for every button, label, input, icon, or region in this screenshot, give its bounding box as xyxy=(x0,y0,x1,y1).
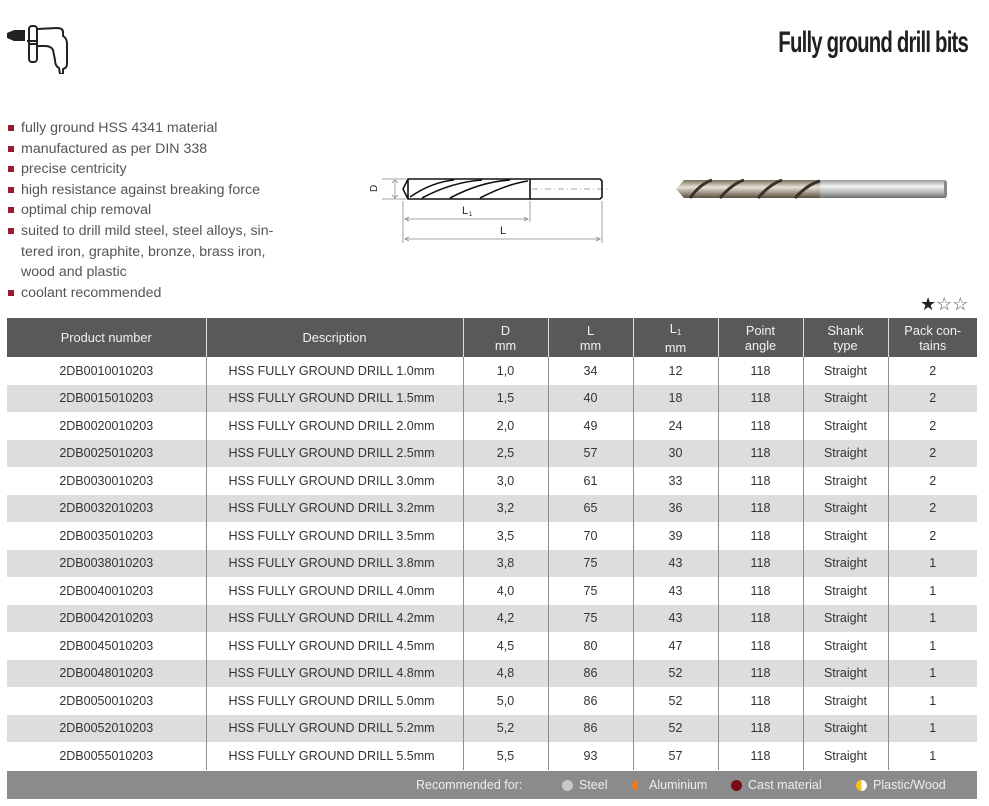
feature-item: suited to drill mild steel, steel alloys, sin-tered iron, graphite, bronze, brass iron, wood and plastic xyxy=(6,221,296,283)
description-cell: HSS FULLY GROUND DRILL 5.2mm xyxy=(206,715,463,743)
shank-type-cell: Straight xyxy=(803,742,888,770)
product-number-cell: 2DB0040010203 xyxy=(7,577,206,605)
point-angle-cell: 118 xyxy=(718,412,803,440)
description-cell: HSS FULLY GROUND DRILL 5.5mm xyxy=(206,742,463,770)
bullet-icon xyxy=(8,187,14,193)
shank-type-cell: Straight xyxy=(803,357,888,385)
description-cell: HSS FULLY GROUND DRILL 3.8mm xyxy=(206,550,463,578)
shank-type-cell: Straight xyxy=(803,467,888,495)
point-angle-cell: 118 xyxy=(718,577,803,605)
pack-contains-cell: 1 xyxy=(888,742,977,770)
description-cell: HSS FULLY GROUND DRILL 4.0mm xyxy=(206,577,463,605)
shank-type-cell: Straight xyxy=(803,687,888,715)
feature-list xyxy=(6,118,296,303)
l1-cell: 52 xyxy=(633,715,718,743)
shank-type-cell: Straight xyxy=(803,632,888,660)
d-cell: 4,2 xyxy=(463,605,548,633)
pack-contains-cell: 2 xyxy=(888,522,977,550)
pack-contains-cell: 2 xyxy=(888,440,977,468)
d-cell: 1,0 xyxy=(463,357,548,385)
l1-cell: 18 xyxy=(633,385,718,413)
table-row xyxy=(7,687,977,715)
description-cell: HSS FULLY GROUND DRILL 4.5mm xyxy=(206,632,463,660)
d-cell: 5,0 xyxy=(463,687,548,715)
steel-dot-icon xyxy=(562,780,573,791)
feature-item: manufactured as per DIN 338 xyxy=(6,139,296,160)
table-header-row xyxy=(7,318,977,357)
product-number-cell: 2DB0010010203 xyxy=(7,357,206,385)
d-cell: 3,2 xyxy=(463,495,548,523)
l1-cell: 52 xyxy=(633,687,718,715)
description-cell: HSS FULLY GROUND DRILL 2.5mm xyxy=(206,440,463,468)
point-angle-cell: 118 xyxy=(718,385,803,413)
point-angle-cell: 118 xyxy=(718,467,803,495)
point-angle-cell: 118 xyxy=(718,660,803,688)
table-row xyxy=(7,742,977,770)
pack-contains-cell: 1 xyxy=(888,687,977,715)
description-cell: HSS FULLY GROUND DRILL 3.2mm xyxy=(206,495,463,523)
point-angle-cell: 118 xyxy=(718,632,803,660)
description-cell: HSS FULLY GROUND DRILL 3.5mm xyxy=(206,522,463,550)
shank-type-cell: Straight xyxy=(803,385,888,413)
l1-cell: 33 xyxy=(633,467,718,495)
l1-cell: 24 xyxy=(633,412,718,440)
col-pack-contains: Pack con- tains xyxy=(888,318,977,357)
product-number-cell: 2DB0052010203 xyxy=(7,715,206,743)
bullet-icon xyxy=(8,146,14,152)
table-row xyxy=(7,357,977,385)
product-number-cell: 2DB0015010203 xyxy=(7,385,206,413)
d-cell: 3,0 xyxy=(463,467,548,495)
table-row xyxy=(7,715,977,743)
bullet-icon xyxy=(8,166,14,172)
legend-steel: Steel xyxy=(562,778,608,792)
product-number-cell: 2DB0020010203 xyxy=(7,412,206,440)
pack-contains-cell: 2 xyxy=(888,495,977,523)
table-row xyxy=(7,412,977,440)
svg-text:L: L xyxy=(462,205,469,217)
d-cell: 5,2 xyxy=(463,715,548,743)
product-number-cell: 2DB0045010203 xyxy=(7,632,206,660)
bullet-icon xyxy=(8,290,14,296)
star-filled-icon: ★ xyxy=(920,294,937,314)
col-l: L mm xyxy=(548,318,633,357)
d-cell: 3,8 xyxy=(463,550,548,578)
svg-text:1: 1 xyxy=(469,212,473,218)
l1-cell: 57 xyxy=(633,742,718,770)
table-row xyxy=(7,495,977,523)
shank-type-cell: Straight xyxy=(803,440,888,468)
page-title: Fully ground drill bits xyxy=(778,26,968,59)
recommended-for-bar xyxy=(7,771,977,799)
aluminium-half-dot-icon xyxy=(632,780,643,791)
col-shank-type: Shank type xyxy=(803,318,888,357)
shank-type-cell: Straight xyxy=(803,522,888,550)
pack-contains-cell: 1 xyxy=(888,550,977,578)
shank-type-cell: Straight xyxy=(803,577,888,605)
shank-type-cell: Straight xyxy=(803,715,888,743)
legend-plastic-wood: Plastic/Wood xyxy=(856,778,946,792)
point-angle-cell: 118 xyxy=(718,495,803,523)
col-l1: $L_1$ mm xyxy=(633,318,718,357)
col-product-number: Product number xyxy=(7,318,206,357)
pack-contains-cell: 1 xyxy=(888,632,977,660)
l-cell: 34 xyxy=(548,357,633,385)
description-cell: HSS FULLY GROUND DRILL 1.0mm xyxy=(206,357,463,385)
l1-cell: 39 xyxy=(633,522,718,550)
feature-item: coolant recommended xyxy=(6,283,296,304)
product-number-cell: 2DB0032010203 xyxy=(7,495,206,523)
point-angle-cell: 118 xyxy=(718,715,803,743)
feature-item: precise centricity xyxy=(6,159,296,180)
drill-dimension-diagram xyxy=(362,168,612,248)
power-drill-icon xyxy=(5,22,75,74)
l1-cell: 36 xyxy=(633,495,718,523)
table-row xyxy=(7,577,977,605)
l1-cell: 43 xyxy=(633,550,718,578)
product-number-cell: 2DB0035010203 xyxy=(7,522,206,550)
d-cell: 5,5 xyxy=(463,742,548,770)
description-cell: HSS FULLY GROUND DRILL 5.0mm xyxy=(206,687,463,715)
pack-contains-cell: 2 xyxy=(888,385,977,413)
l-cell: 86 xyxy=(548,687,633,715)
product-number-cell: 2DB0055010203 xyxy=(7,742,206,770)
l-cell: 75 xyxy=(548,550,633,578)
svg-text:D: D xyxy=(369,184,380,192)
table-row xyxy=(7,440,977,468)
l-cell: 86 xyxy=(548,660,633,688)
table-row xyxy=(7,385,977,413)
product-number-cell: 2DB0038010203 xyxy=(7,550,206,578)
bullet-icon xyxy=(8,125,14,131)
point-angle-cell: 118 xyxy=(718,440,803,468)
shank-type-cell: Straight xyxy=(803,550,888,578)
table-row xyxy=(7,605,977,633)
point-angle-cell: 118 xyxy=(718,687,803,715)
table-row xyxy=(7,522,977,550)
l-cell: 75 xyxy=(548,577,633,605)
d-cell: 2,5 xyxy=(463,440,548,468)
l-cell: 80 xyxy=(548,632,633,660)
table-row xyxy=(7,632,977,660)
point-angle-cell: 118 xyxy=(718,522,803,550)
product-number-cell: 2DB0030010203 xyxy=(7,467,206,495)
rating-stars xyxy=(920,294,968,315)
d-cell: 3,5 xyxy=(463,522,548,550)
l-cell: 93 xyxy=(548,742,633,770)
pack-contains-cell: 2 xyxy=(888,357,977,385)
col-d: D mm xyxy=(463,318,548,357)
shank-type-cell: Straight xyxy=(803,605,888,633)
cast-material-dot-icon xyxy=(731,780,742,791)
table-row xyxy=(7,660,977,688)
col-description: Description xyxy=(206,318,463,357)
star-empty-icon: ☆☆ xyxy=(936,294,969,314)
d-cell: 4,0 xyxy=(463,577,548,605)
pack-contains-cell: 1 xyxy=(888,715,977,743)
l-cell: 75 xyxy=(548,605,633,633)
bullet-icon xyxy=(8,228,14,234)
point-angle-cell: 118 xyxy=(718,605,803,633)
drill-bit-photo xyxy=(670,172,952,206)
l1-cell: 43 xyxy=(633,577,718,605)
l-cell: 57 xyxy=(548,440,633,468)
l1-cell: 12 xyxy=(633,357,718,385)
product-number-cell: 2DB0025010203 xyxy=(7,440,206,468)
shank-type-cell: Straight xyxy=(803,660,888,688)
pack-contains-cell: 2 xyxy=(888,412,977,440)
l1-cell: 47 xyxy=(633,632,718,660)
l-cell: 49 xyxy=(548,412,633,440)
table-row xyxy=(7,467,977,495)
shank-type-cell: Straight xyxy=(803,495,888,523)
point-angle-cell: 118 xyxy=(718,357,803,385)
l-cell: 40 xyxy=(548,385,633,413)
legend-aluminium: Aluminium xyxy=(632,778,707,792)
l1-cell: 52 xyxy=(633,660,718,688)
d-cell: 1,5 xyxy=(463,385,548,413)
pack-contains-cell: 2 xyxy=(888,467,977,495)
l-cell: 61 xyxy=(548,467,633,495)
d-cell: 2,0 xyxy=(463,412,548,440)
legend-cast-material: Cast material xyxy=(731,778,822,792)
l-cell: 65 xyxy=(548,495,633,523)
pack-contains-cell: 1 xyxy=(888,660,977,688)
product-number-cell: 2DB0042010203 xyxy=(7,605,206,633)
d-cell: 4,8 xyxy=(463,660,548,688)
d-cell: 4,5 xyxy=(463,632,548,660)
l1-cell: 43 xyxy=(633,605,718,633)
recommended-for-label: Recommended for: xyxy=(416,778,523,792)
description-cell: HSS FULLY GROUND DRILL 4.2mm xyxy=(206,605,463,633)
description-cell: HSS FULLY GROUND DRILL 1.5mm xyxy=(206,385,463,413)
plastic-wood-half-dot-icon xyxy=(856,780,867,791)
svg-text:L: L xyxy=(500,225,507,237)
l-cell: 86 xyxy=(548,715,633,743)
feature-item: high resistance against breaking force xyxy=(6,180,296,201)
product-table xyxy=(7,318,977,770)
description-cell: HSS FULLY GROUND DRILL 4.8mm xyxy=(206,660,463,688)
product-number-cell: 2DB0048010203 xyxy=(7,660,206,688)
pack-contains-cell: 1 xyxy=(888,577,977,605)
feature-item: optimal chip removal xyxy=(6,200,296,221)
description-cell: HSS FULLY GROUND DRILL 2.0mm xyxy=(206,412,463,440)
point-angle-cell: 118 xyxy=(718,550,803,578)
bullet-icon xyxy=(8,207,14,213)
description-cell: HSS FULLY GROUND DRILL 3.0mm xyxy=(206,467,463,495)
point-angle-cell: 118 xyxy=(718,742,803,770)
l1-cell: 30 xyxy=(633,440,718,468)
shank-type-cell: Straight xyxy=(803,412,888,440)
product-number-cell: 2DB0050010203 xyxy=(7,687,206,715)
feature-item: fully ground HSS 4341 material xyxy=(6,118,296,139)
pack-contains-cell: 1 xyxy=(888,605,977,633)
l-cell: 70 xyxy=(548,522,633,550)
table-row xyxy=(7,550,977,578)
col-point-angle: Point angle xyxy=(718,318,803,357)
